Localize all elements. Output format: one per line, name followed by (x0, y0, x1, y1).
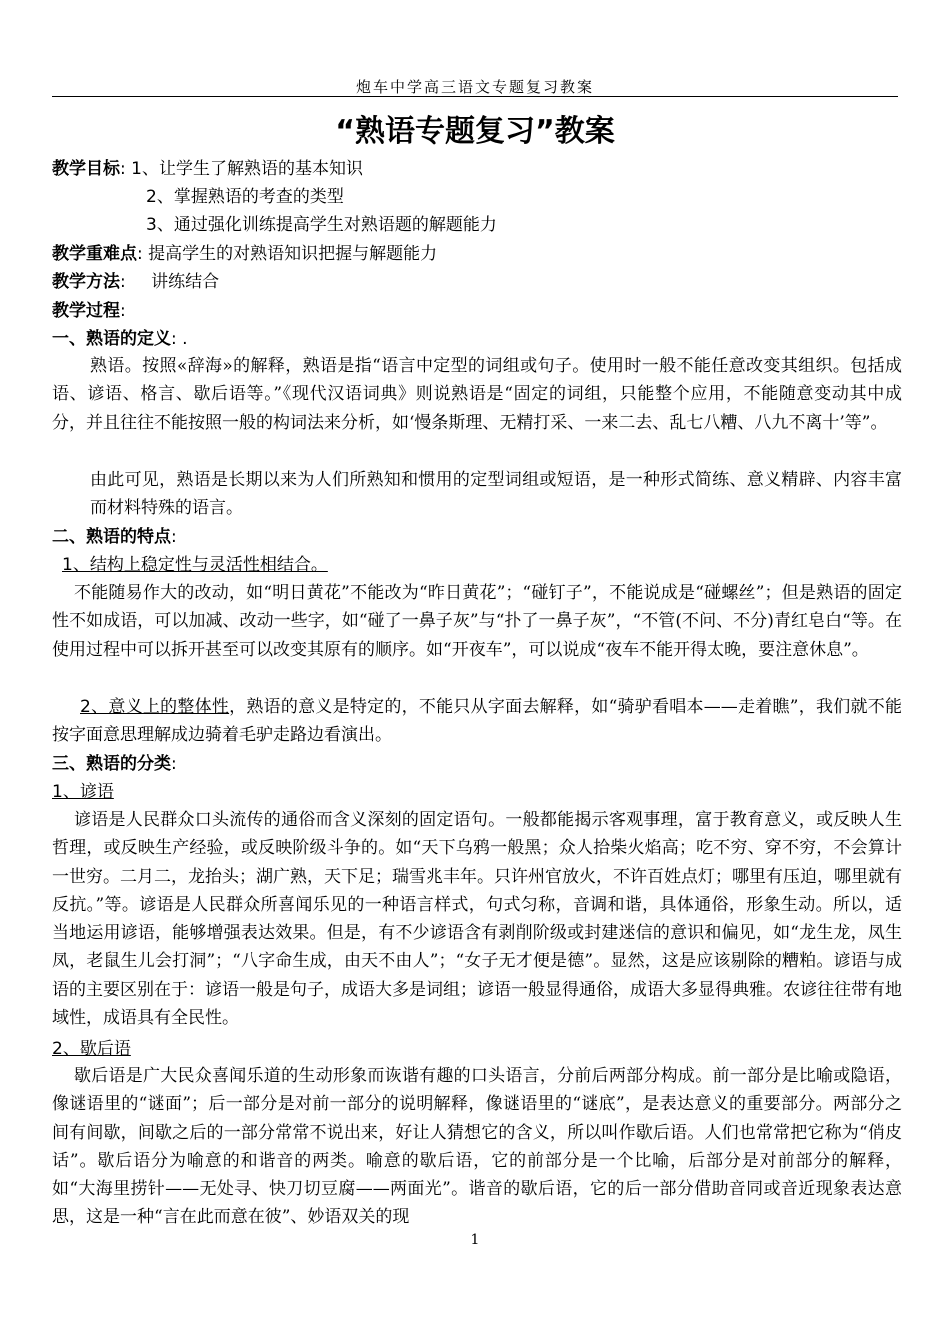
method-text: 讲练结合 (151, 272, 220, 292)
goal-item-3: 3、通过强化训练提高学生对熟语题的解题能力 (146, 215, 497, 235)
difficulty-colon: : (137, 244, 149, 264)
method-label: 教学方法 (52, 272, 120, 292)
section3-paragraph-2: 歇后语是广大民众喜闻乐道的生动形象而诙谐有趣的口头语言，分前后两部分构成。前一部分是比喻或隐语，像谜语里的“谜面”；后一部分是对前一部分的说明解释，像谜语里的“谜底”，是表达意义的重要部分。两部分之间有间歇，间歇之后的一部分常常不说出来，好让人猜想它的含义，所以叫作歇后语。人们也常常把它称为“俏皮话”。歇后语分为喻意的和谐音的两类。喻意的歇后语，它的前部分是一个比喻，后部分是对前部分的解释，如“大海里捞针——无处寻、快刀切豆腐——两面光”。谐音的歇后语，它的后一部分借助音同或音近现象表达意思，这是一种“言在此而意在彼”、妙语双关的现 (52, 1066, 902, 1228)
section3-paragraph-1: 谚语是人民群众口头流传的通俗而含义深刻的固定语句。一般都能揭示客观事理，富于教育意义，或反映人生哲理，或反映生产经验，或反映阶级斗争的。如“天下乌鸦一般黑；众人拾柴火焰高；吃不穷、穿不穷，不会算计一世穷。二月二，龙抬头；湖广熟，天下足；瑞雪兆丰年。只许州官放火，不许百姓点灯；哪里有压迫，哪里就有反抗。”等。谚语是人民群众所喜闻乐见的一种语言样式，句式匀称，音调和谐，具体通俗，形象生动。所以，适当地运用谚语，能够增强表达效果。但是，有不少谚语含有剥削阶级或封建迷信的意识和偏见，如“龙生龙，凤生凤，老鼠生儿会打洞”；“八字命生成，由天不由人”；“女子无才便是德”。显然，这是应该剔除的糟粕。谚语与成语的主要区别在于：谚语一般是句子，成语大多是词组；谚语一般显得通俗，成语大多显得典雅。农谚往往带有地域性，成语具有全民性。 (52, 810, 902, 1029)
goals-label: 教学目标 (52, 159, 120, 179)
difficulty-row (52, 241, 437, 267)
section1-heading-tail: : . (171, 329, 188, 349)
method-colon: : (120, 272, 132, 292)
process-colon: : (120, 301, 126, 321)
section3-sub-1: 1、谚语 (52, 782, 114, 802)
section2-point-1: 1、结构上稳定性与灵活性相结合。 (62, 555, 328, 575)
document-title: “熟语专题复习”教案 (335, 114, 615, 149)
goals-row (52, 156, 363, 182)
page-header: 炮车中学高三语文专题复习教案 (355, 78, 594, 96)
section2-heading-tail: : (171, 527, 177, 547)
section2-heading-row (52, 524, 177, 550)
difficulty-label: 教学重难点 (52, 244, 137, 264)
page-number: 1 (470, 1232, 480, 1248)
section1-paragraph-2: 由此可见，熟语是长期以来为人们所熟知和惯用的定型词组或短语，是一种形式简练、意义精辟、内容丰富而材料特殊的语言。 (90, 470, 902, 519)
section1-heading: 一、熟语的定义 (52, 329, 171, 349)
section2-paragraph-1: 不能随易作大的改动，如“明日黄花”不能改为“昨日黄花”；“碰钉子”，不能说成是“碰螺丝”；但是熟语的固定性不如成语，可以加减、改动一些字，如“碰了一鼻子灰”与“扑了一鼻子灰”，“不管(不问、不分)青红皂白“等。在使用过程中可以拆开甚至可以改变其原有的顺序。如“开夜车”，可以说成“夜车不能开得太晚，要注意休息”。 (52, 583, 902, 660)
section1-heading-row (52, 326, 188, 352)
process-row (52, 298, 126, 324)
section3-heading: 三、熟语的分类 (52, 754, 171, 774)
process-label: 教学过程 (52, 301, 120, 321)
method-row (52, 269, 219, 295)
section2-heading: 二、熟语的特点 (52, 527, 171, 547)
header-divider (52, 96, 898, 97)
goal-item-2: 2、掌握熟语的考查的类型 (146, 187, 344, 207)
difficulty-text: 提高学生的对熟语知识把握与解题能力 (148, 244, 438, 264)
goals-colon: : (120, 159, 132, 179)
section2-point-2: 2、意义上的整体性 (80, 697, 230, 717)
section1-paragraph-1: 熟语。按照«辞海»的解释，熟语是指“语言中定型的词组或句子。使用时一般不能任意改变其组织。包括成语、谚语、格言、歇后语等。”《现代汉语词典》则说熟语是“固定的词组，只能整个应用，不能随意变动其中成分，并且往往不能按照一般的构词法来分析，如‘慢条斯理、无精打采、一来二去、乱七八糟、八九不离十’等”。 (52, 356, 902, 433)
section3-heading-row (52, 751, 177, 777)
section2-paragraph-2: ，熟语的意义是特定的，不能只从字面去解释，如“骑驴看唱本——走着瞧”，我们就不能按字面意思理解成边骑着毛驴走路边看演出。 (52, 697, 902, 746)
section2-paragraph-2-block (52, 693, 902, 750)
section3-heading-tail: : (171, 754, 177, 774)
goal-item-1: 1、让学生了解熟语的基本知识 (131, 159, 363, 179)
section3-sub-2: 2、歇后语 (52, 1039, 131, 1059)
